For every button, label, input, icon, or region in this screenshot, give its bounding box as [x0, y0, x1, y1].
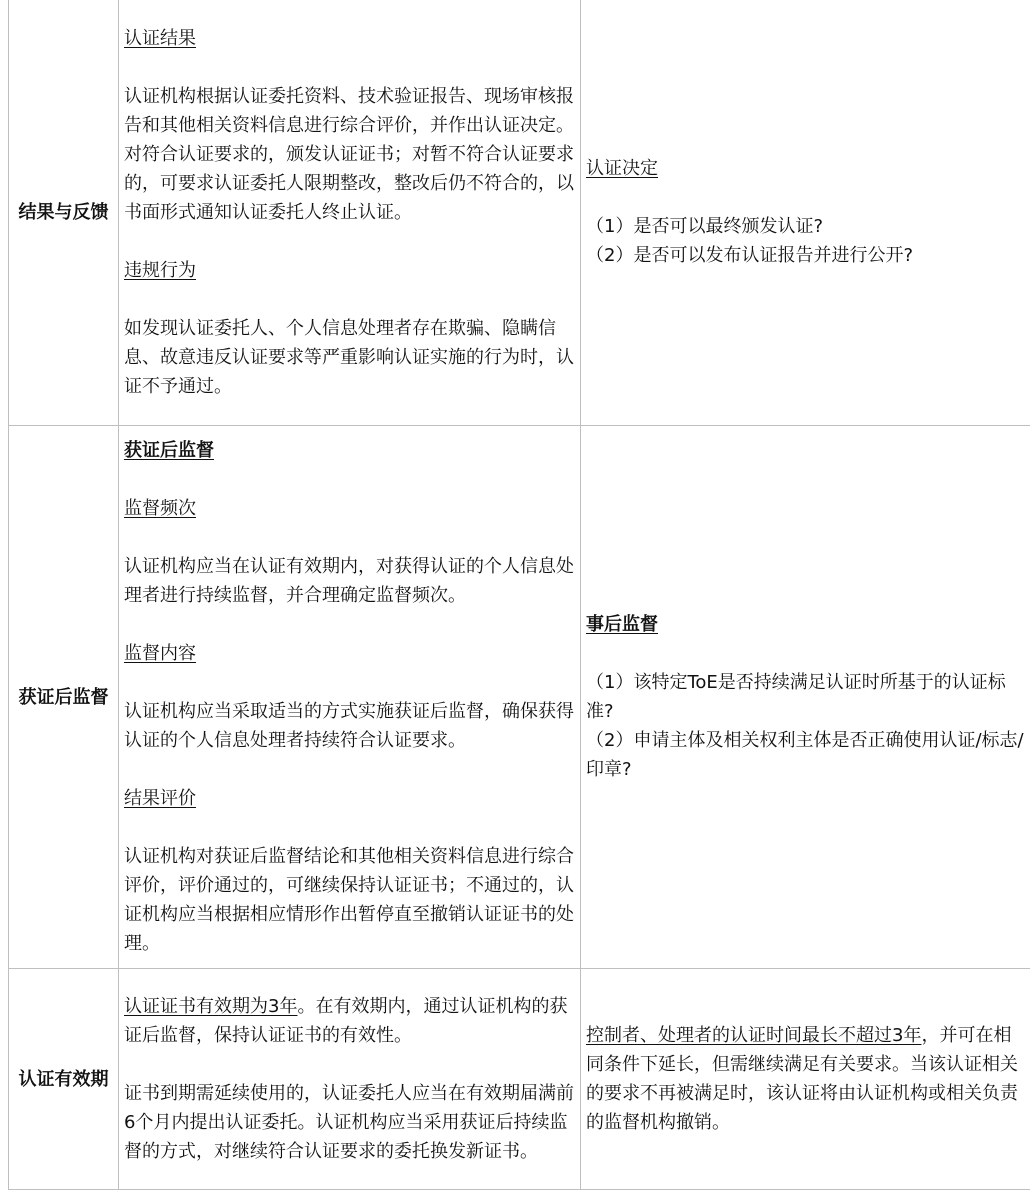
post-certification-content: [119, 426, 581, 969]
validity-highlight: 控制者、处理者的认证时间最长不超过3年: [586, 1025, 922, 1046]
table-row: [9, 969, 1030, 1190]
section-heading: 监督内容: [124, 643, 196, 664]
paragraph: [586, 1021, 1026, 1137]
paragraph: [124, 992, 575, 1050]
paragraph: 如发现认证委托人、个人信息处理者存在欺骗、隐瞒信息、故意违反认证要求等严重影响认证实施的行为时，认证不予通过。: [124, 317, 574, 397]
paragraph: 证书到期需延续使用的，认证委托人应当在有效期届满前6个月内提出认证委托。认证机构应当采用获证后持续监督的方式，对继续符合认证要求的委托换发新证书。: [124, 1083, 574, 1162]
paragraph: 认证机构应当在认证有效期内，对获得认证的个人信息处理者进行持续监督，并合理确定监督频次。: [124, 556, 574, 606]
row-head-post-certification: 获证后监督: [9, 426, 119, 969]
paragraph: 认证机构根据认证委托资料、技术验证报告、现场审核报告和其他相关资料信息进行综合评价，并作出认证决定。对符合认证要求的，颁发认证证书；对暂不符合认证要求的，可要求认证委托人限期整改，整改后仍不符合的，以书面形式通知认证委托人终止认证。: [124, 85, 574, 223]
table-row: [9, 0, 1030, 426]
validity-content: [119, 969, 581, 1190]
certification-table: [8, 0, 1030, 1190]
row-head-validity: 认证有效期: [9, 969, 119, 1190]
result-feedback-content: [119, 0, 581, 426]
question-item: （2）是否可以发布认证报告并进行公开?: [586, 245, 914, 266]
validity-highlight: 认证证书有效期为3年: [124, 996, 298, 1017]
section-title: 事后监督: [586, 614, 658, 635]
section-heading: 监督频次: [124, 498, 196, 519]
section-heading: 违规行为: [124, 259, 196, 281]
paragraph: 认证机构对获证后监督结论和其他相关资料信息进行综合评价，评价通过的，可继续保持认证证书；不通过的，认证机构应当根据相应情形作出暂停直至撤销认证证书的处理。: [124, 846, 574, 954]
paragraph: 认证机构应当采取适当的方式实施获证后监督，确保获得认证的个人信息处理者持续符合认证要求。: [124, 701, 574, 751]
section-heading: 认证结果: [124, 27, 196, 49]
post-supervision-cell: [581, 426, 1030, 969]
section-title: 获证后监督: [124, 440, 214, 461]
row-head-result-feedback: 结果与反馈: [9, 0, 119, 426]
section-heading: 认证决定: [586, 158, 658, 179]
question-item: （1）是否可以最终颁发认证?: [586, 216, 824, 237]
question-item: （1）该特定ToE是否持续满足认证时所基于的认证标准?: [586, 672, 1006, 722]
validity-comparison-cell: [581, 969, 1030, 1190]
section-heading: 结果评价: [124, 788, 196, 809]
paragraph-text: ，并可在相同条件下延长，但需继续满足有关要求。当该认证相关的要求不再被满足时，该认证将由认证机构或相关负责的监督机构撤销。: [586, 1025, 1018, 1133]
question-item: （2）申请主体及相关权利主体是否正确使用认证/标志/印章?: [586, 730, 1024, 780]
paragraph-text: 。在有效期内，通过认证机构的获证后监督，保持认证证书的有效性。: [124, 996, 568, 1046]
certification-decision-cell: [581, 0, 1030, 426]
table-row: [9, 426, 1030, 969]
